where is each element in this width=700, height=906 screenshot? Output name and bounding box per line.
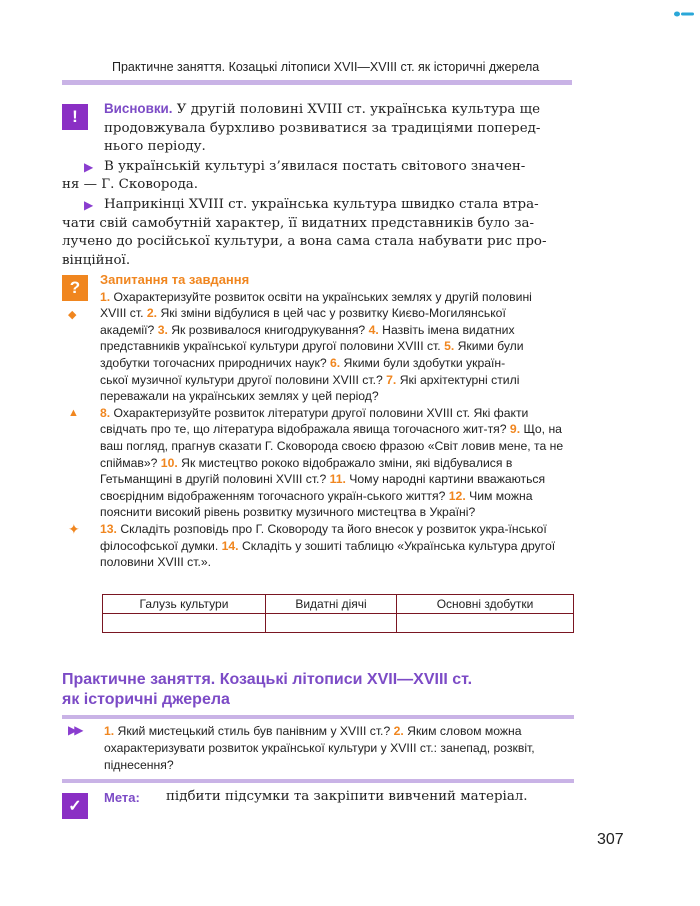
page-number: 307 xyxy=(597,831,624,848)
question-number: 3. xyxy=(157,322,168,337)
question-number: 5. xyxy=(444,339,455,354)
question-number: 2. xyxy=(393,724,404,738)
header-rule xyxy=(62,80,572,85)
running-head: Практичне заняття. Козацькі літописи XVII—XVIII ст. як історичні джерела xyxy=(112,60,540,74)
checkmark-icon: ✓ xyxy=(62,793,88,819)
practical-title xyxy=(62,670,472,710)
question-text: здобутки тогочасних природничих наук? xyxy=(100,355,330,370)
conclusions-text-2b: ня — Г. Сковорода. xyxy=(62,177,199,193)
table-header-row xyxy=(103,595,574,614)
table-header-cell: Основні здобутки xyxy=(397,595,574,614)
conclusions-text-1b: продовжувала бурхливо розвиватися за традиціями поперед- xyxy=(104,120,541,136)
question-text: переважали на українських землях у цей період? xyxy=(100,389,379,404)
question-number: 12. xyxy=(448,488,466,503)
conclusions-text-2a: В українській культурі з’явилася постать світового значен- xyxy=(104,158,526,174)
goal-label: Мета: xyxy=(104,790,140,805)
question-icon: ? xyxy=(62,275,88,301)
question-text: Якими були здобутки україн- xyxy=(340,355,506,370)
level-diamond-icon: ◆ xyxy=(68,308,77,321)
questions-level-2 xyxy=(68,405,574,521)
question-number: 1. xyxy=(104,724,115,738)
question-text: Який мистецький стиль був панівним у XVIII ст.? xyxy=(114,724,394,738)
question-text: представників української культури другої половини XVIII ст. xyxy=(100,339,445,354)
question-text: Складіть у зошиті таблицю «Українська культура другої половини XVIII ст.». xyxy=(100,538,556,570)
question-number: 7. xyxy=(386,372,397,387)
conclusions-label: Висновки. xyxy=(104,101,173,116)
section-rule xyxy=(62,779,574,783)
table-header-cell: Галузь культури xyxy=(103,595,266,614)
question-text: ської музичної культури другої половини XVIII ст.? xyxy=(100,372,387,387)
question-number: 11. xyxy=(329,472,346,487)
question-number: 8. xyxy=(100,405,111,420)
question-text: Яким словом можна охарактеризувати розвиток української культури у XVIII ст.: занепад, розквіт, піднесення? xyxy=(104,724,535,772)
question-number: 10. xyxy=(160,455,178,470)
table-cell xyxy=(265,614,396,633)
double-arrow-icon: ▶▶ xyxy=(68,723,81,737)
conclusions-block xyxy=(62,100,574,270)
practical-title-line: Практичне заняття. Козацькі літописи XVII—XVIII ст. xyxy=(62,671,473,688)
question-number: 6. xyxy=(330,355,341,370)
question-text: Охарактеризуйте розвиток літератури другої половини XVIII ст. Які факти свідчать про те, що література відображала явища тогочасного жит-тя? xyxy=(100,405,529,437)
question-text: Складіть розповідь про Г. Сковороду та його внесок у розвиток укра-їнської філософської думки. xyxy=(100,521,547,553)
question-text: Охарактеризуйте розвиток освіти на українських землях у другій половині xyxy=(110,289,532,304)
conclusions-text-1c: нього періоду. xyxy=(104,139,206,155)
conclusions-text-3c: лучено до російської культури, а вона сама стала набувати рис про- xyxy=(62,234,547,250)
question-text: Як розвивалося книгодрукування? xyxy=(167,322,369,337)
question-text: Чим можна пояснити високий рівень розвитку музичного мистецтва в Україні? xyxy=(100,488,533,520)
question-text: Що, на ваш погляд, прагнув сказати Г. Сковорода своєю фразою «Світ ловив мене, та не спіймав»? xyxy=(100,422,564,470)
question-text: Якими були xyxy=(454,339,524,354)
table-header-cell: Видатні діячі xyxy=(265,595,396,614)
conclusions-text-3b: чати свій самобутній характер, її видатних представників було за- xyxy=(62,215,535,231)
exclamation-icon: ! xyxy=(62,104,88,130)
question-text: XVIII ст. xyxy=(100,306,147,321)
questions-level-3 xyxy=(68,520,574,571)
question-number: 14. xyxy=(221,538,239,553)
question-text: Чому народні картини вважаються своєрідним відображенням тогочасного україн-ського життя? xyxy=(100,472,546,503)
level-triangle-icon: ▲ xyxy=(68,406,79,419)
practical-questions xyxy=(104,723,574,774)
question-number: 1. xyxy=(100,289,111,304)
question-number: 13. xyxy=(100,521,117,536)
question-text: Як мистецтво рококо відображало зміни, які відбувалися в Гетьманщині в другій половині XVIII ст.? xyxy=(100,455,513,487)
questions-level-1 xyxy=(68,289,574,405)
section-rule xyxy=(62,715,574,719)
conclusions-text-3a: Наприкінці XVIII ст. українська культура швидко стала втра- xyxy=(104,196,539,212)
table-cell xyxy=(397,614,574,633)
triangle-bullet-icon: ▶ xyxy=(84,159,94,174)
level-star-icon: ✦ xyxy=(68,520,80,537)
question-number: 9. xyxy=(509,422,521,437)
table-cell xyxy=(103,614,266,633)
question-text: академії? xyxy=(100,322,158,337)
question-text: Назвіть імена видатних xyxy=(378,322,515,337)
publisher-logo xyxy=(674,4,694,10)
goal-text: підбити підсумки та закріпити вивчений матеріал. xyxy=(166,789,528,804)
table-row xyxy=(103,614,574,633)
questions-title: Запитання та завдання xyxy=(100,272,250,287)
conclusions-text-1a: У другій половині XVIII ст. українська культура ще xyxy=(172,102,541,117)
question-number: 4. xyxy=(368,322,379,337)
question-text: Які зміни відбулися в цей час у розвитку Києво-Могилянської xyxy=(157,306,506,321)
questions-block xyxy=(68,272,574,571)
question-text: Які архітектурні стилі xyxy=(396,372,520,387)
triangle-bullet-icon: ▶ xyxy=(84,197,94,212)
practical-title-line: як історичні джерела xyxy=(62,691,230,708)
conclusions-text-3d: вінційної. xyxy=(62,252,131,268)
culture-table xyxy=(102,594,574,633)
question-number: 2. xyxy=(146,306,158,321)
